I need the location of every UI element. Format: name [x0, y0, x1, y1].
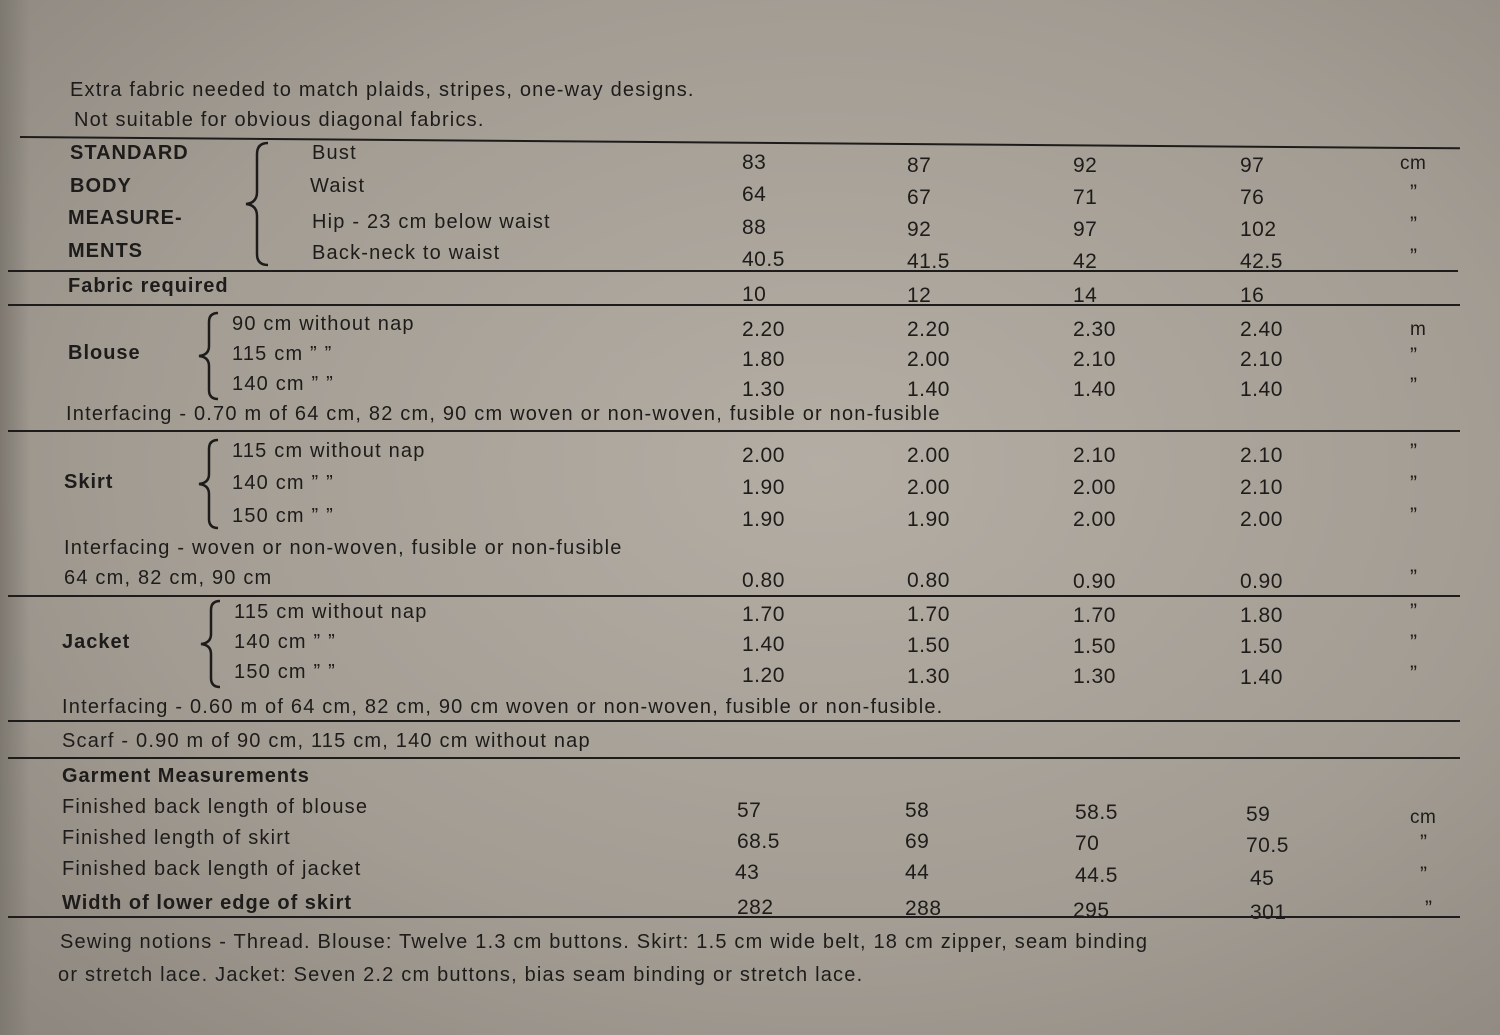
- cell: 92: [907, 218, 932, 241]
- cell: 45: [1250, 867, 1275, 890]
- size-header: 12: [907, 284, 932, 307]
- unit: cm: [1410, 807, 1437, 828]
- cell: 1.40: [1073, 378, 1116, 401]
- cell: 69: [905, 830, 930, 853]
- rule-after-scarf: [8, 757, 1460, 759]
- unit: ”: [1410, 440, 1418, 463]
- cell: 0.80: [907, 569, 950, 592]
- cell: 2.10: [1240, 348, 1283, 371]
- skirt-row-label: 150 cm ” ”: [232, 505, 335, 527]
- blouse-label: Blouse: [68, 342, 141, 364]
- cell: 88: [742, 216, 767, 239]
- garment-row-label: Finished back length of jacket: [62, 858, 362, 880]
- unit: ”: [1410, 631, 1418, 654]
- note-matching-fabric: Extra fabric needed to match plaids, stripes, one-way designs.: [70, 79, 695, 101]
- cell: 70: [1075, 832, 1100, 855]
- cell: 2.00: [1240, 508, 1283, 531]
- rule-top: [20, 136, 1460, 149]
- rule-after-jacket: [8, 720, 1460, 722]
- cell: 295: [1073, 899, 1110, 922]
- cell: 1.30: [907, 665, 950, 688]
- standard-label-line: MEASURE-: [68, 207, 183, 229]
- jacket-label: Jacket: [62, 631, 131, 653]
- cell: 44.5: [1075, 864, 1118, 887]
- cell: 1.70: [1073, 604, 1116, 627]
- body-row-label: Back-neck to waist: [312, 242, 501, 264]
- brace-jacket-icon: [196, 598, 226, 690]
- brace-blouse-icon: [194, 310, 224, 402]
- skirt-row-label: 115 cm without nap: [232, 440, 426, 462]
- cell: 1.80: [1240, 604, 1283, 627]
- cell: 40.5: [742, 248, 785, 271]
- cell: 2.10: [1240, 476, 1283, 499]
- rule-after-skirt: [8, 595, 1460, 597]
- unit: ”: [1410, 662, 1418, 685]
- cell: 64: [742, 183, 767, 206]
- unit: ”: [1410, 600, 1418, 623]
- cell: 68.5: [737, 830, 780, 853]
- cell: 288: [905, 897, 942, 920]
- cell: 59: [1246, 803, 1271, 826]
- cell: 1.70: [742, 603, 785, 626]
- cell: 42.5: [1240, 250, 1283, 273]
- unit: ”: [1420, 863, 1428, 886]
- cell: 1.80: [742, 348, 785, 371]
- cell: 2.00: [907, 444, 950, 467]
- garment-row-label: Finished back length of blouse: [62, 796, 369, 818]
- unit: cm: [1400, 153, 1427, 174]
- body-row-label: Hip - 23 cm below waist: [312, 211, 551, 233]
- unit: ”: [1410, 213, 1418, 236]
- brace-skirt-icon: [194, 437, 224, 531]
- standard-label-line: MENTS: [68, 240, 143, 262]
- brace-body-icon: [240, 140, 274, 268]
- unit: ”: [1410, 374, 1418, 397]
- cell: 1.40: [742, 633, 785, 656]
- cell: 1.50: [1073, 635, 1116, 658]
- cell: 2.10: [1073, 348, 1116, 371]
- cell: 1.20: [742, 664, 785, 687]
- skirt-row-label: 140 cm ” ”: [232, 472, 335, 494]
- cell: 0.90: [1240, 570, 1283, 593]
- blouse-row-label: 140 cm ” ”: [232, 373, 335, 395]
- cell: 57: [737, 799, 762, 822]
- cell: 42: [1073, 250, 1098, 273]
- blouse-row-label: 115 cm ” ”: [232, 343, 333, 365]
- unit: ”: [1410, 181, 1418, 204]
- cell: 97: [1073, 218, 1098, 241]
- cell: 92: [1073, 154, 1098, 177]
- cell: 76: [1240, 186, 1265, 209]
- cell: 44: [905, 861, 930, 884]
- unit: ”: [1410, 245, 1418, 268]
- sewing-notions-line: or stretch lace. Jacket: Seven 2.2 cm buttons, bias seam binding or stretch lace.: [58, 964, 864, 986]
- cell: 58.5: [1075, 801, 1118, 824]
- unit: ”: [1410, 504, 1418, 527]
- cell: 67: [907, 186, 932, 209]
- cell: 2.00: [907, 348, 950, 371]
- skirt-interfacing: Interfacing - woven or non-woven, fusible or non-fusible: [64, 537, 623, 559]
- cell: 2.20: [742, 318, 785, 341]
- jacket-row-label: 140 cm ” ”: [234, 631, 337, 653]
- cell: 43: [735, 861, 760, 884]
- body-row-label: Waist: [310, 175, 366, 197]
- unit: ”: [1425, 897, 1433, 920]
- cell: 41.5: [907, 250, 950, 273]
- cell: 1.40: [907, 378, 950, 401]
- unit: ”: [1410, 344, 1418, 367]
- cell: 1.50: [1240, 635, 1283, 658]
- garment-row-label: Finished length of skirt: [62, 827, 291, 849]
- cell: 1.40: [1240, 666, 1283, 689]
- standard-label-line: BODY: [70, 175, 132, 197]
- blouse-row-label: 90 cm without nap: [232, 313, 415, 335]
- jacket-row-label: 150 cm ” ”: [234, 661, 337, 683]
- cell: 58: [905, 799, 930, 822]
- body-row-label: Bust: [312, 142, 357, 164]
- cell: 1.90: [742, 508, 785, 531]
- cell: 2.00: [907, 476, 950, 499]
- cell: 1.90: [742, 476, 785, 499]
- unit: ”: [1410, 566, 1418, 589]
- cell: 71: [1073, 186, 1098, 209]
- cell: 2.00: [1073, 476, 1116, 499]
- size-header: 14: [1073, 284, 1098, 307]
- scarf-line: Scarf - 0.90 m of 90 cm, 115 cm, 140 cm without nap: [62, 730, 591, 752]
- paper-edge-shadow: [0, 0, 30, 1035]
- unit: ”: [1420, 831, 1428, 854]
- standard-label-line: STANDARD: [70, 142, 189, 164]
- jacket-interfacing: Interfacing - 0.60 m of 64 cm, 82 cm, 90 cm woven or non-woven, fusible or non-fusible.: [62, 696, 944, 718]
- unit: m: [1410, 319, 1427, 340]
- fabric-required-label: Fabric required: [68, 275, 229, 297]
- rule-after-blouse: [8, 430, 1460, 432]
- size-header: 10: [742, 283, 767, 306]
- blouse-interfacing: Interfacing - 0.70 m of 64 cm, 82 cm, 90 cm woven or non-woven, fusible or non-fusible: [66, 403, 941, 425]
- cell: 2.00: [1073, 508, 1116, 531]
- cell: 0.90: [1073, 570, 1116, 593]
- jacket-row-label: 115 cm without nap: [234, 601, 428, 623]
- cell: 1.90: [907, 508, 950, 531]
- unit: ”: [1410, 472, 1418, 495]
- cell: 1.50: [907, 634, 950, 657]
- cell: 282: [737, 896, 774, 919]
- cell: 1.30: [742, 378, 785, 401]
- skirt-label: Skirt: [64, 471, 114, 493]
- cell: 2.10: [1240, 444, 1283, 467]
- cell: 70.5: [1246, 834, 1289, 857]
- cell: 0.80: [742, 569, 785, 592]
- cell: 102: [1240, 218, 1277, 241]
- cell: 1.70: [907, 603, 950, 626]
- skirt-interfacing-widths: 64 cm, 82 cm, 90 cm: [64, 567, 273, 589]
- rule-after-garment: [8, 916, 1460, 918]
- cell: 2.00: [742, 444, 785, 467]
- garment-row-label: Width of lower edge of skirt: [62, 892, 353, 914]
- cell: 97: [1240, 154, 1265, 177]
- cell: 1.40: [1240, 378, 1283, 401]
- sewing-notions-line: Sewing notions - Thread. Blouse: Twelve 1.3 cm buttons. Skirt: 1.5 cm wide belt, 18 cm zipper, seam binding: [60, 931, 1149, 953]
- cell: 2.30: [1073, 318, 1116, 341]
- cell: 2.40: [1240, 318, 1283, 341]
- garment-measurements-title: Garment Measurements: [62, 765, 310, 787]
- cell: 87: [907, 154, 932, 177]
- size-header: 16: [1240, 284, 1265, 307]
- cell: 1.30: [1073, 665, 1116, 688]
- cell: 2.20: [907, 318, 950, 341]
- note-diagonal-fabrics: Not suitable for obvious diagonal fabrics.: [74, 109, 485, 131]
- cell: 301: [1250, 901, 1287, 924]
- cell: 2.10: [1073, 444, 1116, 467]
- cell: 83: [742, 151, 767, 174]
